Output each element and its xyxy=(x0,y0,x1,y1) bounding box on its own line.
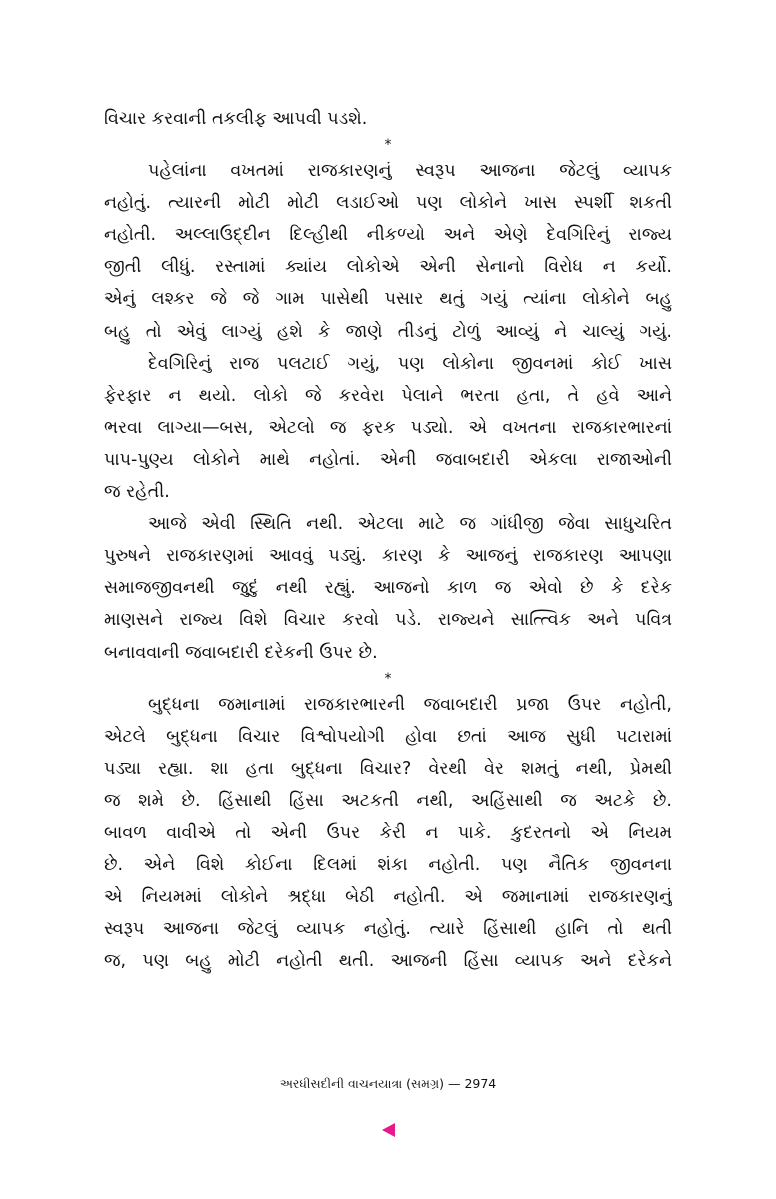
text-line: પહેલાંના વખતમાં રાજકારણનું સ્વરૂપ આજના જેટલું વ્યાપક xyxy=(148,161,672,182)
section-separator: * xyxy=(384,137,392,154)
triangle-left-icon xyxy=(382,1123,395,1137)
intro-line: વિચાર કરવાની તકલીફ આપવી પડશે. xyxy=(104,109,368,129)
page-footer: અરધીસદીની વાચનયાત્રા (સમગ્ર) — 2974 xyxy=(279,1076,497,1091)
text-line: છે. એને વિશે કોઈના દિલમાં શંકા નહોતી. પણ નૈતિક જીવનના xyxy=(104,855,672,876)
text-line: બહુ તો એવું લાગ્યું હશે કે જાણે તીડનું ટોળું આવ્યું ને ચાલ્યું ગયું. xyxy=(104,321,672,342)
text-line: દેવગિરિનું રાજ પલટાઈ ગયું, પણ લોકોના જીવનમાં કોઈ ખાસ xyxy=(148,353,672,374)
text-line: પડ્યા રહ્યા. શા હતા બુદ્ધના વિચાર? વેરથી વેર શમતું નથી, પ્રેમથી xyxy=(104,758,672,779)
text-line: નહોતું. ત્યારની મોટી મોટી લડાઈઓ પણ લોકોને ખાસ સ્પર્શી શકતી xyxy=(104,193,672,214)
text-line: એટલે બુદ્ધના વિચાર વિશ્વોપયોગી હોવા છતાં આજ સુધી પટારામાં xyxy=(104,726,672,747)
text-line: નહોતી. અલ્લાઉદ્દીન દિલ્હીથી નીકળ્યો અને એણે દેવગિરિનું રાજ્ય xyxy=(104,225,672,246)
paragraph-1 xyxy=(104,155,672,348)
page-body xyxy=(104,103,672,977)
text-line: પુરુષને રાજકારણમાં આવવું પડ્યું. કારણ કે આજનું રાજકારણ આપણા xyxy=(104,546,672,567)
previous-page-button[interactable] xyxy=(376,1118,400,1142)
text-line: બનાવવાની જવાબદારી દરેકની ઉપર છે. xyxy=(104,642,378,663)
text-line: જીતી લીધું. રસ્તામાં ક્યાંય લોકોએ એની સેનાનો વિરોધ ન કર્યો. xyxy=(104,257,672,278)
text-line: બાવળ વાવીએ તો એની ઉપર કેરી ન પાકે. કુદરતનો એ નિયમ xyxy=(104,822,672,843)
text-line: જ રહેતી. xyxy=(104,482,170,503)
text-line: બુદ્ધના જમાનામાં રાજકારભારની જવાબદારી પ્રજા ઉપર નહોતી, xyxy=(148,694,672,715)
text-line: આજે એવી સ્થિતિ નથી. એટલા માટે જ ગાંધીજી જેવા સાધુચરિત xyxy=(148,514,672,535)
text-line: જ શમે છે. હિંસાથી હિંસા અટકતી નથી, અહિંસાથી જ અટકે છે. xyxy=(104,790,672,811)
section-separator: * xyxy=(384,670,392,687)
text-line: જ, પણ બહુ મોટી નહોતી થતી. આજની હિંસા વ્યાપક અને દરેકને xyxy=(104,951,672,972)
text-line: પાપ-પુણ્ય લોકોને માથે નહોતાં. એની જવાબદારી એકલા રાજાઓની xyxy=(104,449,672,470)
paragraph-2 xyxy=(104,348,672,508)
text-line: એનું લશ્કર જે જે ગામ પાસેથી પસાર થતું ગયું ત્યાંના લોકોને બહુ xyxy=(104,289,672,310)
text-line: સ્વરૂપ આજના જેટલું વ્યાપક નહોતું. ત્યારે હિંસાથી હાનિ તો થતી xyxy=(104,919,672,940)
text-line: ભરવા લાગ્યા—બસ, એટલો જ ફરક પડ્યો. એ વખતના રાજકારભારનાં xyxy=(104,417,672,438)
text-line: ફેરફાર ન થયો. લોકો જે કરવેરા પેલાને ભરતા હતા, તે હવે આને xyxy=(104,385,672,406)
paragraph-3 xyxy=(104,508,672,668)
paragraph-4 xyxy=(104,689,672,978)
text-line: એ નિયમમાં લોકોને શ્રદ્ધા બેઠી નહોતી. એ જમાનામાં રાજકારણનું xyxy=(104,887,672,908)
text-line: માણસને રાજ્ય વિશે વિચાર કરવો પડે. રાજ્યને સાત્ત્વિક અને પવિત્ર xyxy=(104,610,672,631)
text-line: સમાજજીવનથી જુદું નથી રહ્યું. આજનો કાળ જ એવો છે કે દરેક xyxy=(104,578,672,599)
